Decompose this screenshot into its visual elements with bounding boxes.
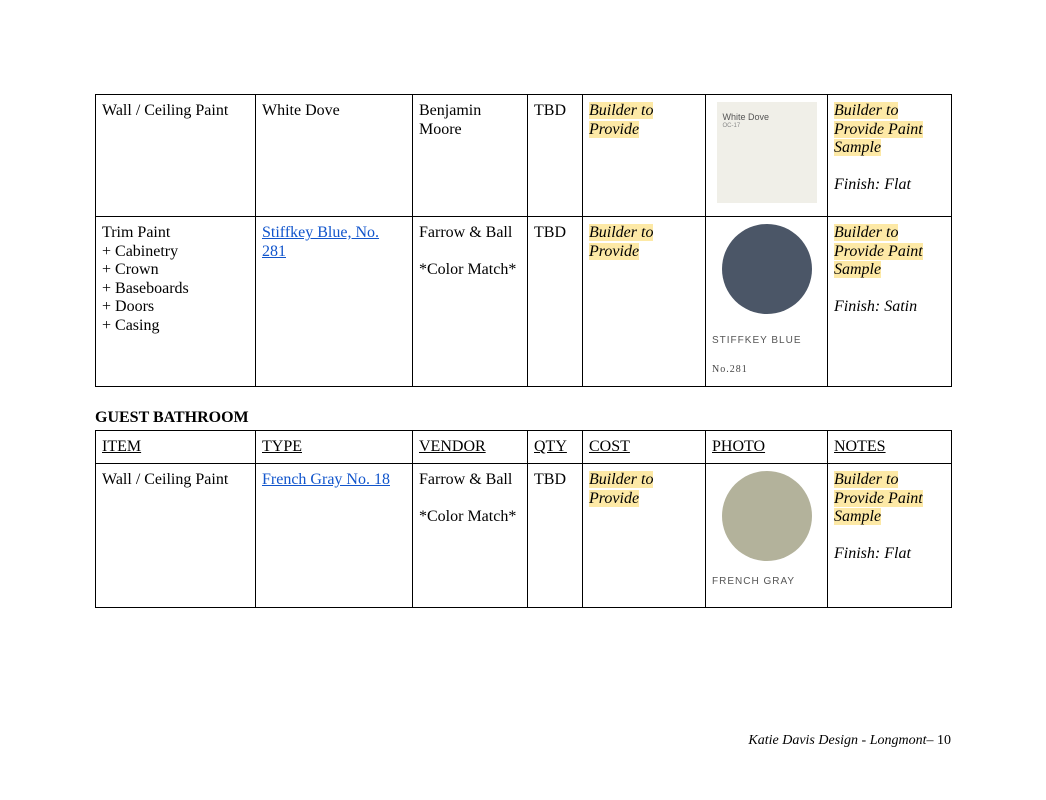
finish-text: Finish: Satin bbox=[834, 298, 918, 315]
qty-cell: TBD bbox=[528, 95, 583, 217]
notes-cell bbox=[828, 95, 952, 217]
vendor-note: *Color Match* bbox=[419, 508, 517, 525]
section-title: GUEST BATHROOM bbox=[95, 409, 249, 426]
item-cell: Wall / Ceiling Paint bbox=[96, 95, 256, 217]
table-row bbox=[96, 464, 952, 608]
notes-highlight: Builder to Provide Paint Sample bbox=[834, 471, 923, 525]
header-qty: QTY bbox=[528, 431, 583, 464]
cost-highlight: Builder to Provide bbox=[589, 224, 654, 260]
vendor-name: Farrow & Ball bbox=[419, 471, 513, 488]
chip-code: OC-17 bbox=[722, 123, 741, 129]
finish-text: Finish: Flat bbox=[834, 176, 911, 193]
table-row bbox=[96, 95, 952, 217]
vendor-cell: Benjamin Moore bbox=[413, 95, 528, 217]
header-row bbox=[96, 431, 952, 464]
chip-name: White Dove bbox=[722, 112, 770, 122]
type-cell bbox=[256, 217, 413, 387]
table-row bbox=[96, 217, 952, 387]
finish-text: Finish: Flat bbox=[834, 545, 911, 562]
header-type: TYPE bbox=[256, 431, 413, 464]
french-gray-swatch bbox=[722, 471, 812, 561]
guest-bathroom-table bbox=[95, 430, 952, 608]
notes-highlight: Builder to Provide Paint Sample bbox=[834, 224, 923, 278]
cost-cell bbox=[583, 95, 706, 217]
page-footer bbox=[748, 733, 951, 749]
qty-cell: TBD bbox=[528, 217, 583, 387]
header-item: ITEM bbox=[96, 431, 256, 464]
header-notes: NOTES bbox=[828, 431, 952, 464]
french-gray-link[interactable]: French Gray No. 18 bbox=[262, 471, 390, 488]
stiffkey-blue-link[interactable]: Stiffkey Blue, No. 281 bbox=[262, 224, 380, 260]
vendor-cell bbox=[413, 464, 528, 608]
notes-cell bbox=[828, 464, 952, 608]
vendor-note: *Color Match* bbox=[419, 261, 517, 278]
qty-cell: TBD bbox=[528, 464, 583, 608]
cost-cell bbox=[583, 217, 706, 387]
vendor-name: Farrow & Ball bbox=[419, 224, 513, 241]
photo-cell bbox=[706, 95, 828, 217]
type-cell: White Dove bbox=[256, 95, 413, 217]
photo-cell bbox=[706, 217, 828, 387]
paint-spec-table bbox=[95, 94, 952, 387]
swatch-name: STIFFKEY BLUE bbox=[712, 335, 802, 346]
vendor-cell bbox=[413, 217, 528, 387]
header-photo: PHOTO bbox=[706, 431, 828, 464]
cost-cell bbox=[583, 464, 706, 608]
notes-cell bbox=[828, 217, 952, 387]
page-number: 10 bbox=[937, 733, 951, 748]
notes-highlight: Builder to Provide Paint Sample bbox=[834, 102, 923, 156]
header-cost: COST bbox=[583, 431, 706, 464]
photo-cell bbox=[706, 464, 828, 608]
footer-text: Katie Davis Design - Longmont– bbox=[748, 733, 934, 748]
item-cell: Wall / Ceiling Paint bbox=[96, 464, 256, 608]
swatch-name: FRENCH GRAY bbox=[712, 576, 796, 587]
cost-highlight: Builder to Provide bbox=[589, 471, 654, 507]
stiffkey-blue-swatch bbox=[722, 224, 812, 314]
swatch-number: No.281 bbox=[712, 363, 748, 375]
header-vendor: VENDOR bbox=[413, 431, 528, 464]
cost-highlight: Builder to Provide bbox=[589, 102, 654, 138]
item-cell: Trim Paint + Cabinetry + Crown + Baseboards + Doors + Casing bbox=[96, 217, 256, 387]
white-dove-paint-chip bbox=[717, 102, 817, 203]
type-cell bbox=[256, 464, 413, 608]
